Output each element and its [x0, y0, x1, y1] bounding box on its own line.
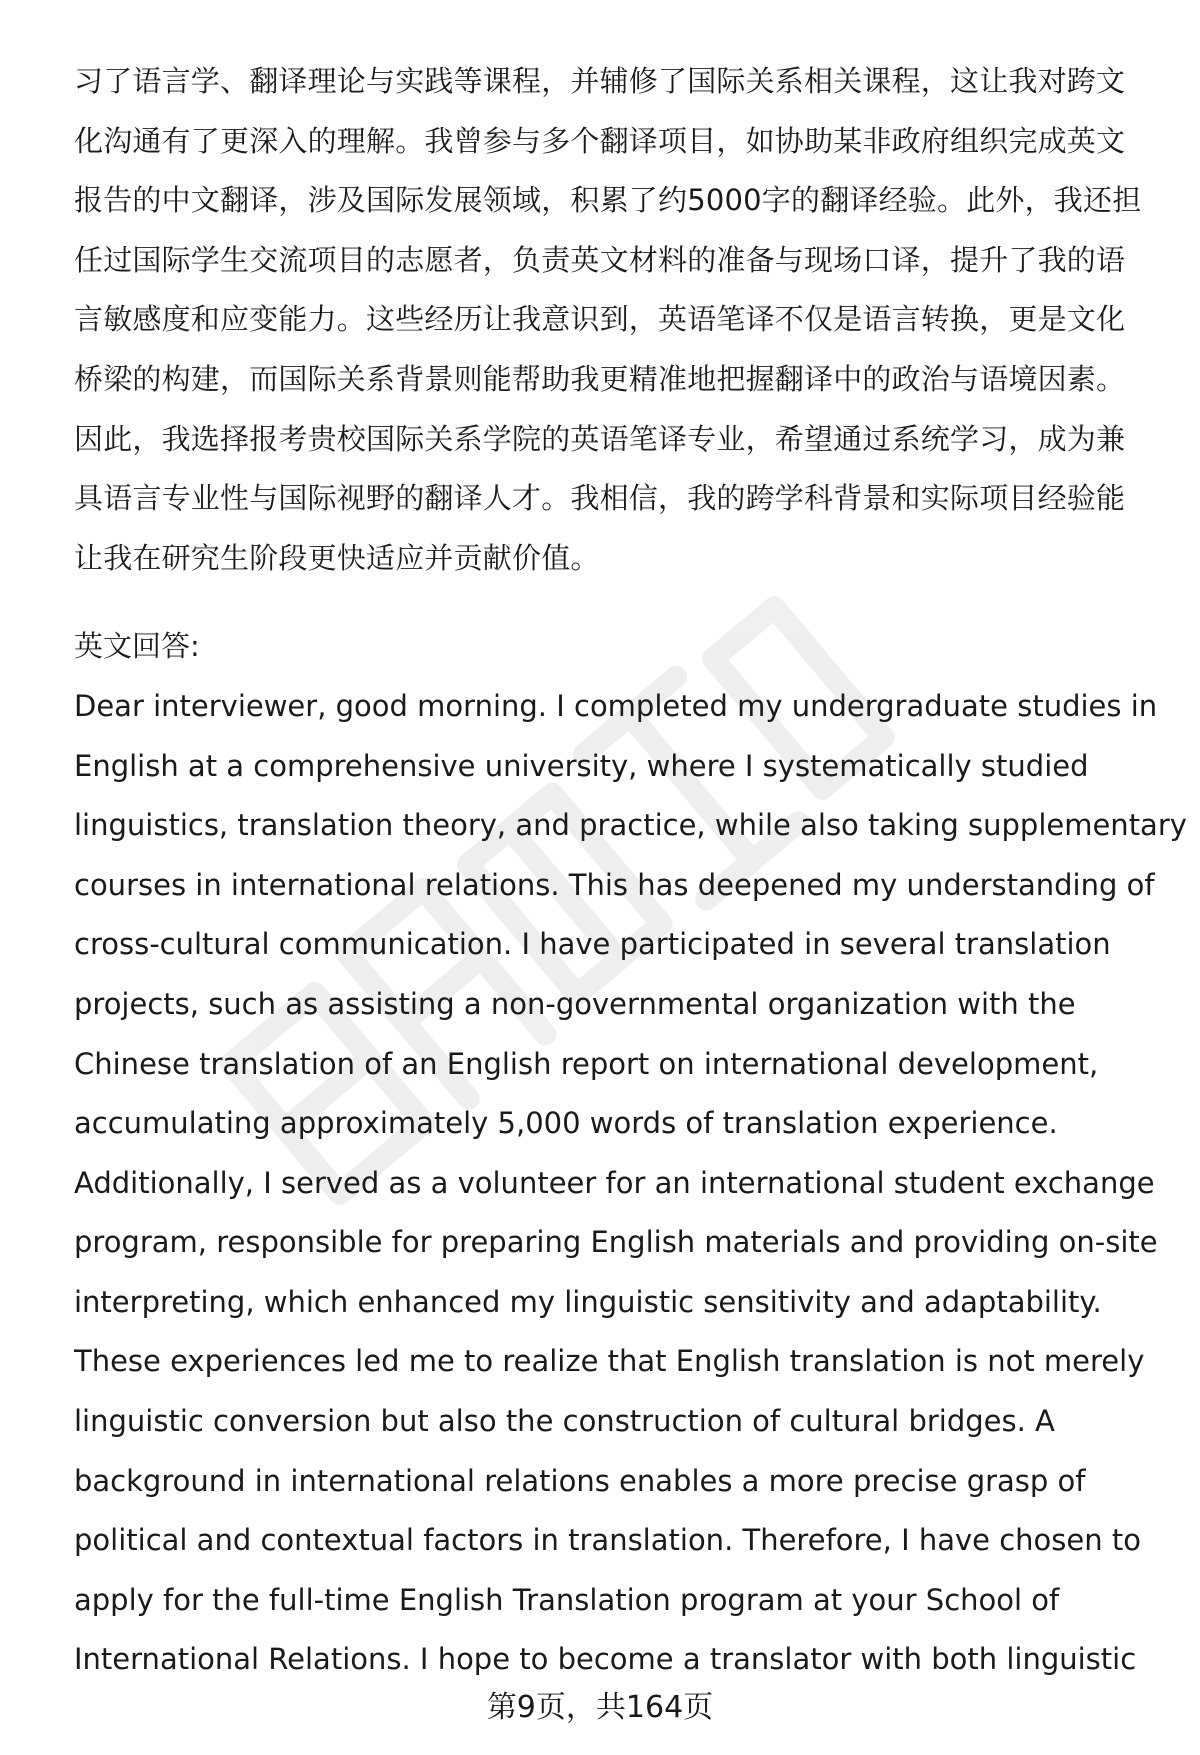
text-line: 言敏感度和应变能力。这些经历让我意识到，英语笔译不仅是语言转换，更是文化 — [74, 302, 1126, 337]
text-line: Dear interviewer, good morning. I completed my undergraduate studies in — [74, 688, 1158, 723]
text-line: English at a comprehensive university, where I systematically studied — [74, 748, 1089, 783]
text-line: cross-cultural communication. I have participated in several translation — [74, 927, 1111, 962]
chinese-answer-paragraph — [74, 52, 1164, 588]
text-line: courses in international relations. This has deepened my understanding of — [74, 867, 1155, 902]
text-line: 让我在研究生阶段更快适应并贡献价值。 — [74, 540, 600, 575]
text-line: 报告的中文翻译，涉及国际发展领域，积累了约5000字的翻译经验。此外，我还担 — [74, 183, 1142, 218]
text-line: program, responsible for preparing English materials and providing on-site — [74, 1225, 1158, 1260]
document-body — [74, 52, 1187, 1690]
text-line: Chinese translation of an English report on international development, — [74, 1046, 1099, 1081]
text-line: 因此，我选择报考贵校国际关系学院的英语笔译专业，希望通过系统学习，成为兼 — [74, 421, 1126, 456]
text-line: background in international relations enables a more precise grasp of — [74, 1463, 1086, 1498]
text-line: International Relations. I hope to become a translator with both linguistic — [74, 1642, 1137, 1677]
text-line: linguistics, translation theory, and practice, while also taking supplementary — [74, 808, 1187, 843]
page-number: 第9页，共164页 — [486, 1690, 714, 1725]
text-line: projects, such as assisting a non-governmental organization with the — [74, 986, 1076, 1021]
text-line: linguistic conversion but also the construction of cultural bridges. A — [74, 1404, 1055, 1439]
text-line: 具语言专业性与国际视野的翻译人才。我相信，我的跨学科背景和实际项目经验能 — [74, 481, 1126, 516]
english-answer-label: 英文回答: — [74, 629, 200, 664]
text-line: 任过国际学生交流项目的志愿者，负责英文材料的准备与现场口译，提升了我的语 — [74, 242, 1126, 277]
text-line: 化沟通有了更深入的理解。我曾参与多个翻译项目，如协助某非政府组织完成英文 — [74, 123, 1126, 158]
text-line: interpreting, which enhanced my linguistic sensitivity and adaptability. — [74, 1284, 1102, 1319]
text-line: accumulating approximately 5,000 words of translation experience. — [74, 1106, 1058, 1141]
text-line: apply for the full-time English Translation program at your School of — [74, 1582, 1060, 1617]
english-answer-paragraph — [74, 677, 1187, 1690]
text-line: 桥梁的构建，而国际关系背景则能帮助我更精准地把握翻译中的政治与语境因素。 — [74, 361, 1126, 396]
text-line: Additionally, I served as a volunteer for an international student exchange — [74, 1165, 1155, 1200]
text-line: These experiences led me to realize that English translation is not merely — [74, 1344, 1145, 1379]
text-line: political and contextual factors in translation. Therefore, I have chosen to — [74, 1523, 1141, 1558]
text-line: 习了语言学、翻译理论与实践等课程，并辅修了国际关系相关课程，这让我对跨文 — [74, 64, 1126, 98]
